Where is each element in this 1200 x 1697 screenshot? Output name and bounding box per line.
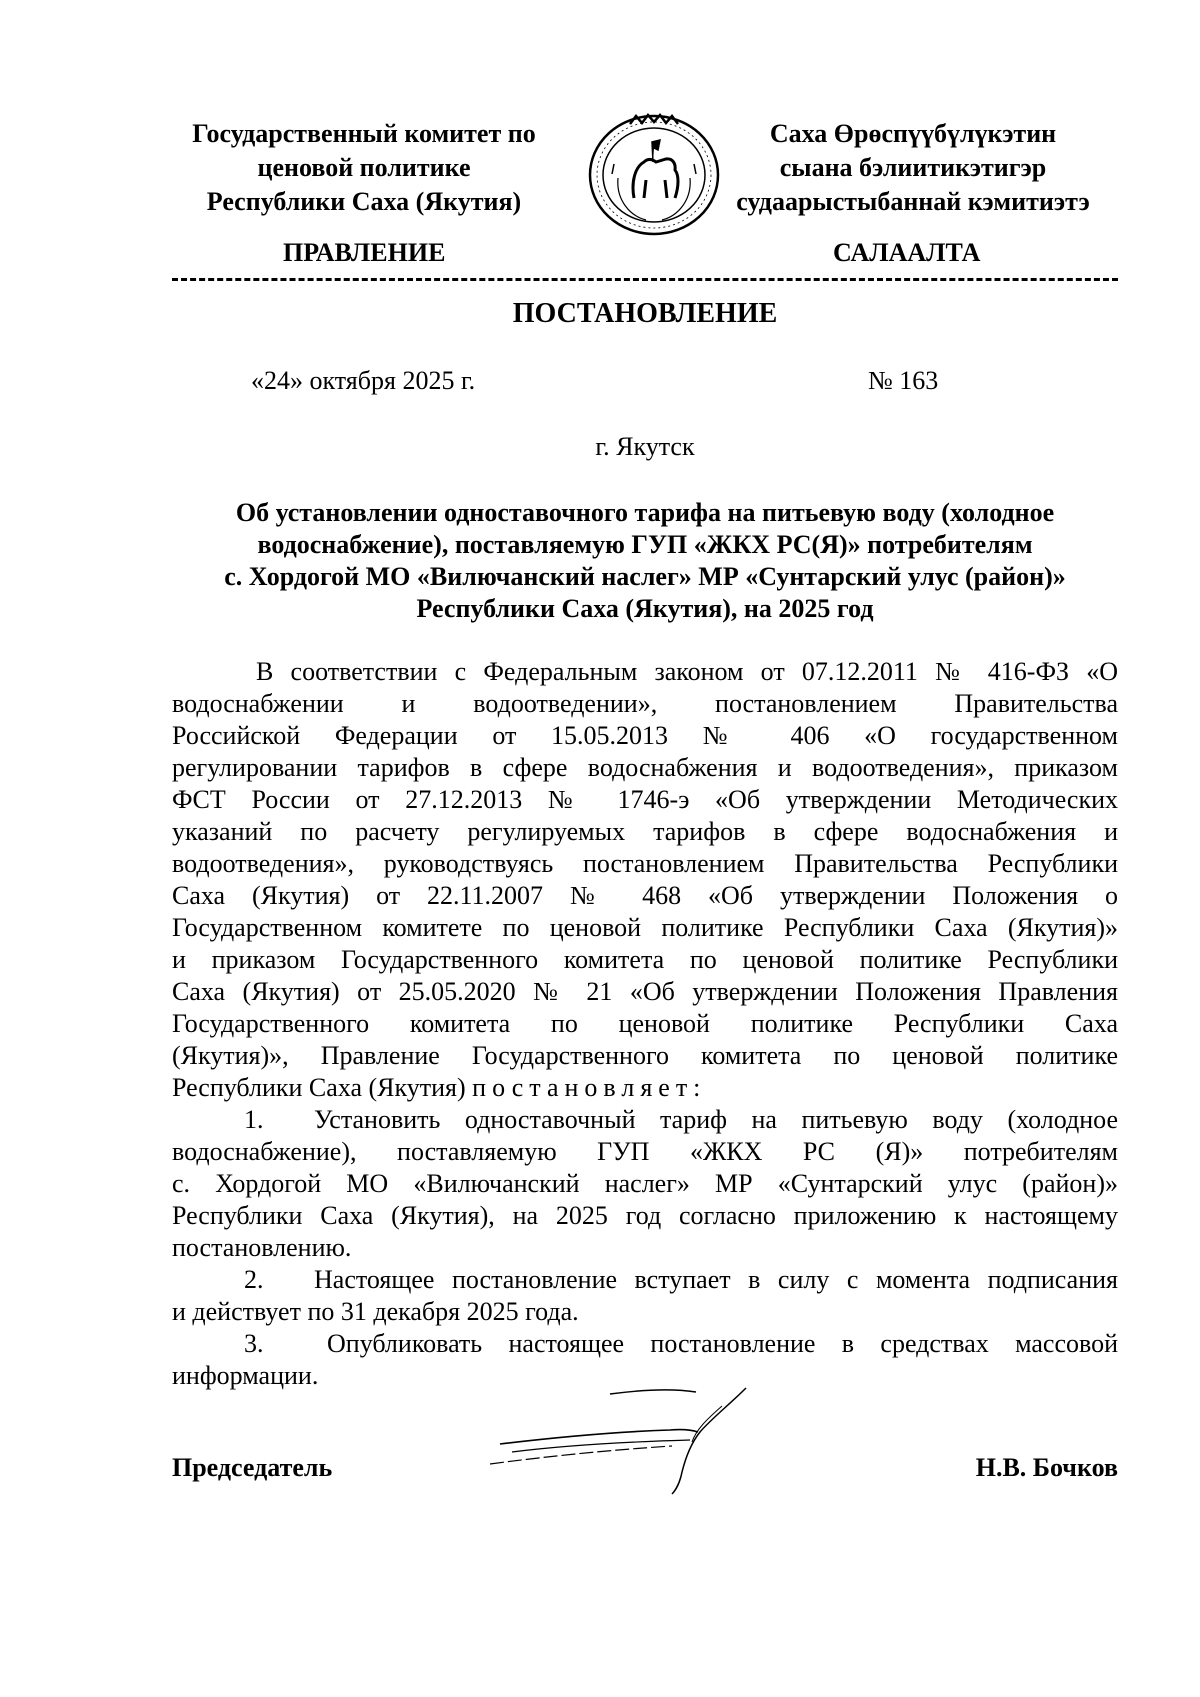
committee-name-line: сыана бэлиитикэтигэр [779,153,1047,182]
header-divider [172,278,1118,281]
committee-name-line: ценовой политике [257,153,471,182]
preamble-line: водоснабжении и водоотведении», постановлением Правительства [172,689,1118,718]
preamble-last-text: Республики Саха (Якутия) [172,1073,473,1102]
preamble-last-line [172,1072,1118,1104]
list-item-text: Настоящее постановление вступает в силу с момента подписания [314,1265,1118,1294]
document-type: ПОСТАНОВЛЕНИЕ [512,298,778,329]
title-line: Об установлении одноставочного тарифа на питьевую воду (холодное [235,498,1055,527]
preamble-line: указаний по расчету регулируемых тарифов в сфере водоснабжения и [172,817,1118,846]
list-item-2 [172,1264,1118,1296]
committee-name-line: Государственный комитет по [192,119,536,148]
preamble-line: Саха (Якутия) от 25.05.2020 № 21 «Об утверждении Положения Правления [172,977,1118,1006]
signature-block [172,1451,1118,1491]
sakha-republic-emblem-icon [586,112,722,238]
preamble-line: Государственном комитете по ценовой политике Республики Саха (Якутия)» [172,913,1118,942]
list-item-number: 2. [244,1265,264,1294]
preamble-line: В соответствии с Федеральным законом от 07.12.2011 № 416-ФЗ «О [256,657,1118,686]
list-item-number: 1. [244,1105,264,1134]
preamble-line: водоотведения», руководствуясь постановлением Правительства Республики [172,849,1118,878]
list-item-text: Опубликовать настоящее постановление в средствах массовой [327,1329,1118,1358]
list-item-text: с. Хордогой МО «Вилючанский наслег» МР «Сунтарский улус (район)» [172,1169,1118,1198]
list-item-text: и действует по 31 декабря 2025 года. [172,1297,579,1326]
preamble-line: (Якутия)», Правление Государственного комитета по ценовой политике [172,1041,1118,1070]
document-number: № 163 [868,366,939,395]
board-label-sakha: САЛААЛТА [833,238,981,267]
title-line: с. Хордогой МО «Вилючанский наслег» МР «Сунтарский улус (район)» [224,562,1066,591]
title-line: водоснабжение), поставляемую ГУП «ЖКХ РС(Я)» потребителям [257,530,1033,559]
preamble-line: регулировании тарифов в сфере водоснабжения и водоотведения», приказом [172,753,1118,782]
document-title [172,497,1118,625]
preamble-line: Саха (Якутия) от 22.11.2007 № 468 «Об утверждении Положения о [172,881,1118,910]
preamble-line: Государственного комитета по ценовой политике Республики Саха [172,1009,1118,1038]
list-item-text: информации. [172,1361,319,1390]
title-line: Республики Саха (Якутия), на 2025 год [416,594,874,623]
list-item-1 [172,1104,1118,1136]
committee-name-line: Республики Саха (Якутия) [206,187,522,216]
board-label-russian: ПРАВЛЕНИЕ [283,238,446,267]
signatory-name: Н.В. Бочков [975,1453,1118,1482]
resolves-word: постановляет: [472,1073,707,1102]
preamble-line: и приказом Государственного комитета по ценовой политике Республики [172,945,1118,974]
document-date: «24» октября 2025 г. [251,366,476,395]
document-city: г. Якутск [595,432,695,461]
list-item-text: постановлению. [172,1233,352,1262]
list-item-3 [172,1328,1118,1360]
signatory-role: Председатель [172,1453,333,1482]
list-item-text: водоснабжение), поставляемую ГУП «ЖКХ РС (Я)» потребителям [172,1137,1118,1166]
list-item-text: Установить одноставочный тариф на питьевую воду (холодное [314,1105,1118,1134]
committee-name-sakha [708,117,1118,219]
preamble-line: Российской Федерации от 15.05.2013 № 406 «О государственном [172,721,1118,750]
list-item-text: Республики Саха (Якутия), на 2025 год согласно приложению к настоящему [172,1201,1118,1230]
list-item-number: 3. [244,1329,264,1358]
preamble-line: ФСТ России от 27.12.2013 № 1746-э «Об утверждении Методических [172,785,1118,814]
committee-name-line: Саха Өрөспүүбүлүкэтин [769,119,1057,148]
committee-name-russian [172,117,556,219]
document-body [172,656,1118,1392]
committee-name-line: судаарыстыбаннай кэмитиэтэ [736,187,1090,216]
